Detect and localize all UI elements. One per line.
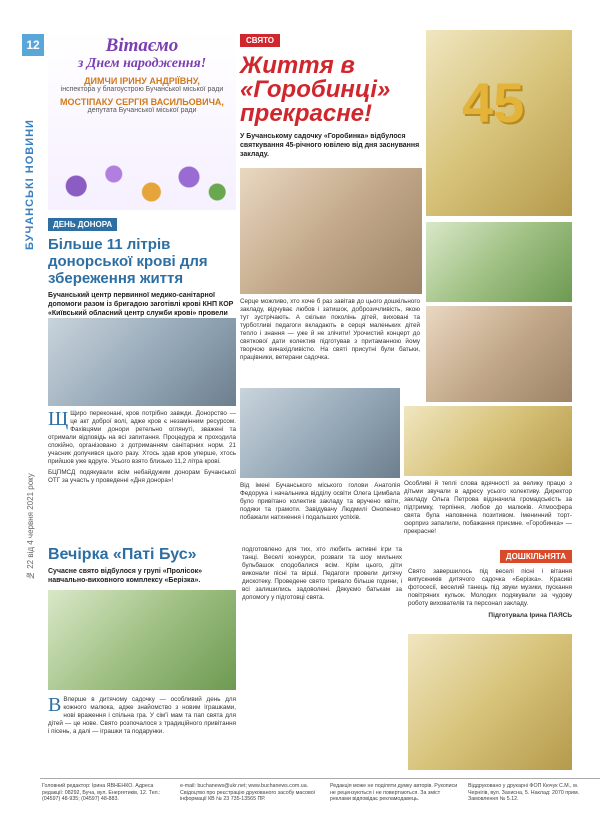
dropcap: Щ bbox=[48, 408, 69, 430]
preschool-text: Свято завершилось під веселі пісні і вітання випускників дитячого садочка «Берізка». Красиві фотосесії, веселий танець під звуки музики, пускання повітряних кульок. Молодих подякували за чудову роботу вихователів та персонал закладу. bbox=[408, 568, 572, 607]
donor-closing: БЦПМСД подякували всім небайдужим донорам Бучанської ОТГ за участь у проведенні «Дня донора»! bbox=[48, 469, 236, 484]
greeting-person-2: МОСТІПАКУ СЕРГІЯ ВАСИЛЬОВИЧА, bbox=[60, 97, 224, 107]
kindergarten-tag: СВЯТО bbox=[240, 34, 280, 47]
celebration-photo bbox=[404, 406, 572, 476]
award-photo bbox=[240, 388, 400, 478]
greeting-title: Вітаємо bbox=[105, 35, 179, 56]
greeting-person-1: ДИМЧИ ІРИНУ АНДРІЇВНУ, bbox=[84, 76, 200, 86]
donor-headline: Більше 11 літрів донорської крові для збереження життя bbox=[48, 236, 208, 287]
footer-disclaimer: Редакція може не поділяти думку авторів. Рукописи не рецензуються і не повертаються. За зміст реклами відповідає рекламодавець. bbox=[330, 783, 458, 803]
party-photo bbox=[48, 590, 236, 690]
party-dropcap: В bbox=[48, 694, 62, 716]
kindergarten-lead: У Бучанському садочку «Горобинка» відбулося святкування 45-річного ювілею від дня заснування закладу. bbox=[240, 133, 420, 158]
party-lead: Сучасне свято відбулося у групі «Пролісок» навчально-виховного комплексу «Берізка». bbox=[48, 568, 202, 584]
footer-contacts: e-mail: buchanews@ukr.net; www.buchanews.com.ua. Свідоцтво про реєстрацію друкованого засобу масової інформації КВ № 23 735-13565 ПР. bbox=[180, 783, 316, 803]
party-col2-text: подготовлено для тих, хто любить активні ігри та танці. Веселі конкурси, розваги та шоу мильних бульбашок сподобалися всім. Крім цього, діти виконали пісні та вірші. Педагоги провели дитячу дискотеку. Проведене свято тривало більше години, і всі залишились задоволені. Дякуємо батькам за допомогу у підготовці свята. bbox=[242, 546, 402, 601]
playground-photo bbox=[426, 222, 572, 302]
party-col2 bbox=[242, 546, 402, 602]
preschool-section bbox=[408, 546, 572, 619]
author-signature: Підготувала Ірина ПАЯСЬ bbox=[488, 612, 572, 619]
party-headline: Вечірка «Паті Бус» bbox=[48, 546, 197, 563]
donor-tag: ДЕНЬ ДОНОРА bbox=[48, 218, 117, 231]
balloons-photo bbox=[426, 30, 572, 216]
classroom-photo bbox=[426, 306, 572, 402]
kindergarten-col2 bbox=[240, 482, 400, 522]
kindergarten-col1-text: Серце можливо, хто хоче б раз завітав до цього дошкільного закладу, відчуває любов і затишок, доброзичливість, якою тут зустрічають. А скільки поколінь дітей, виховані та турботливі педагоги вкладають в серця маленьких дітей тепло і знання — уже й не злічити! Урочистий концерт до святкової дати колектив підготував з притаманною йому творчою винахідливістю. На святі присутні були батьки, працівники, ветерани садочка. bbox=[240, 298, 420, 361]
greeting-position-1: інспектора у благоустрою Бучанської міської ради bbox=[60, 86, 224, 93]
kindergarten-col3 bbox=[404, 480, 572, 536]
greeting-position-2: депутата Бучанської міської ради bbox=[87, 107, 197, 114]
anniversary-balloon-number: 45 bbox=[462, 71, 525, 134]
imprint-footer bbox=[40, 778, 600, 830]
page-number: 12 bbox=[22, 34, 44, 56]
party-col1 bbox=[48, 696, 236, 736]
kindergarten-headline: Життя в «Горобинці» прекрасне! bbox=[240, 52, 391, 127]
greeting-subtitle: з Днем народження! bbox=[77, 56, 207, 71]
kids-stage-photo bbox=[240, 168, 422, 294]
kindergarten-col1 bbox=[240, 298, 420, 362]
donor-body bbox=[48, 410, 236, 485]
kindergarten-col3-text: Особливі й теплі слова вдячності за велику працю з дітьми звучали в адресу усього колективу. Директор закладу Ольга Петрова відзначила громадськість за підтримку, терпіння, любов до малюків. Атмосфера свята була наповнена позитивом. Іменинний торт-сюрприз запалили, побажання приємне. «Горобинка» — прекрасне! bbox=[404, 480, 572, 535]
newspaper-name: БУЧАНСЬКІ НОВИНИ bbox=[24, 119, 36, 251]
issue-info: № 22 від 4 червня 2021 року bbox=[26, 473, 35, 580]
preschool-tag: ДОШКІЛЬНЯТА bbox=[500, 550, 572, 563]
party-col1-text: Вперше в дитячому садочку — особливий день для кожного малюка, адже знайомство з новим іграшками, нові враження і спільна гра. У сім'ї мам та пап свята для дітей — це нове. Свято розпочалося з традиційного привітання і пісень, а далі — іграшки та подарунки. bbox=[48, 696, 236, 735]
kindergarten-col2-text: Від імені Бучанського міського голови Анатолія Федорука і начальника відділу освіти Олега Цимбала було привітано колектив закладу та вручено квіти, подяки та грамоти. Завідувачу Людмилі Онопенко побажали натхнення і подальших успіхів. bbox=[240, 482, 400, 521]
donor-lead: Бучанський центр первинної медико-санітарної допомоги разом із бригадою заготівлі крові КНП КОР «Київський обласний центр служби крові» провели bbox=[48, 292, 234, 317]
footer-printing: Віддруковано у друкарні ФОП Кючук С.М., м. Чернігів, вул. Захисна, 5. Наклад: 2070 прим. Замовлення № 5.12. bbox=[468, 783, 580, 803]
party-article bbox=[48, 546, 236, 585]
donor-body-text: Щиро переконані, кров потрібно завжди. Донорство — це акт доброї волі, адже кров є незамінним ресурсом. Фахівцями донори ретельно оглянуті, зважені та отримали відповідь на всі запитання. Процедура ж проходила спокійно, організовано з дотриманням санітарних норм. 21 учасник долучився цього разу. Хтось здав кров уперше, хтось прийшов уже вдруге. Усього взято близько 11,2 літра крові. bbox=[48, 410, 236, 465]
balloons-outdoor-photo bbox=[408, 634, 572, 770]
kindergarten-article bbox=[240, 30, 420, 159]
donor-photo bbox=[48, 318, 236, 406]
donor-article bbox=[48, 214, 236, 327]
flowers-illustration bbox=[48, 150, 236, 210]
footer-editor: Головний редактор: Ірина ЯВНЕНКО. Адреса редакції: 08292, Буча, вул. Енергетиків, 12. Тел.: (04597) 48-935; (04597) 48-883. bbox=[42, 783, 161, 803]
